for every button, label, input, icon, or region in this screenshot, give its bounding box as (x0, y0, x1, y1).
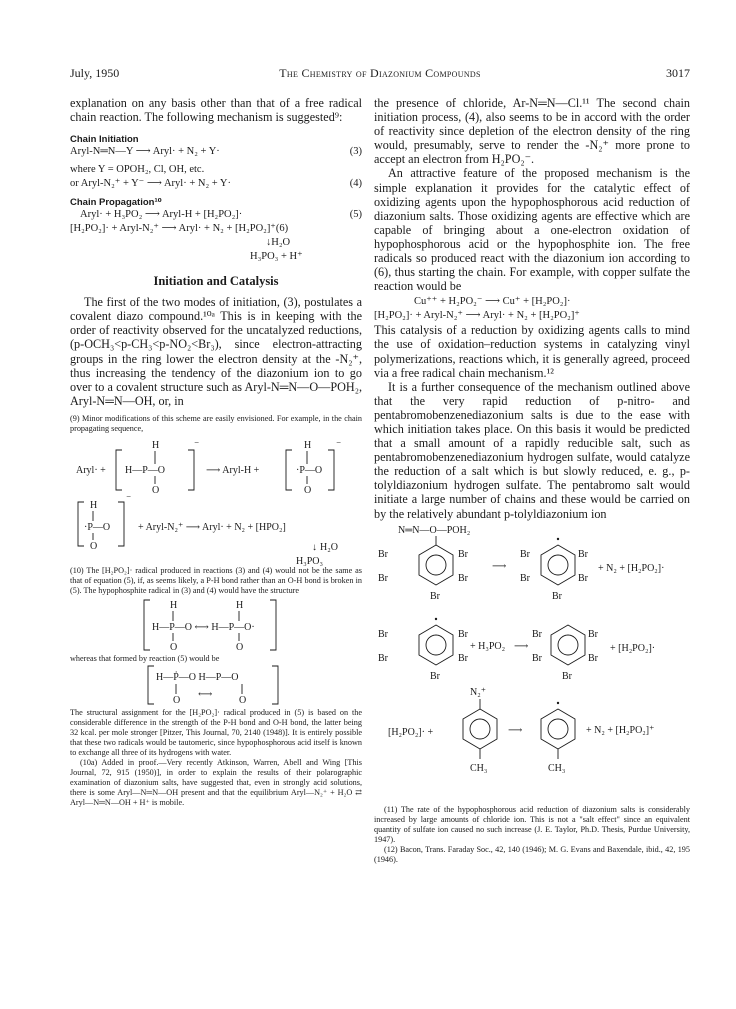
right-paragraph-1: the presence of chloride, Ar-N═N—Cl.¹¹ The second chain initiation process, (4), also seems to be in accord with the order of reactivity since depletion of the electron density of the ring would, presumably, serve to render the -N₂⁺ more prone to accept an electron from H₂PO₂⁻. (374, 96, 690, 167)
radical-dot-1 (557, 537, 559, 539)
equation-3-text: Aryl-N═N—Y ⟶ Aryl· + N₂ + Y· (70, 146, 220, 158)
copper-equation-1: Cu⁺⁺ + H₂PO₂⁻ ⟶ Cu⁺ + [H₂PO₂]· (414, 296, 571, 308)
header-date: July, 1950 (70, 66, 120, 80)
benzene-ring-2 (541, 545, 575, 585)
footnote-10-continued: The structural assignment for the [H₂PO₂]· radical produced in (5) is based on the considerable difference in the strength of the P-H bond and O-H bond, the latter being 32 kcal. per mole stronger [Pitzer, This Journal, 70, 2140 (1948)]. It is entirely possible that these two radicals would be tautomeric, since hypophosphorous acid itself is known to exchange all three of its hydrogens with water. (70, 707, 362, 757)
left-column (70, 96, 362, 808)
r1-br-bottom: Br (430, 590, 440, 602)
scheme-h-1: H (152, 439, 160, 451)
scheme-water-arrow: ↓ (312, 541, 317, 553)
initiation-paragraph: The first of the two modes of initiation, (3), postulates a covalent diazo compound.¹⁰ᵃ This is in keeping with the order of reactivity observed for the uncatalyzed reductions, (p-OCH₃<p-CH₃<p-NO₂<Br₃), since electron-attracting groups in the ring lower the electron density at the -N₂⁺, thus increasing the tendency of the diazonium ion to go over to a covalent structure such as Aryl-N═N—O—POH₂, Aryl-N═N—OH, or, in (70, 295, 362, 408)
r2p-br-bottom: Br (562, 670, 572, 682)
chain-propagation-heading: Chain Propagation¹⁰ (70, 197, 162, 209)
equation-6: [H₂PO₂]· + Aryl-N₂⁺ ⟶ Aryl· + N₂ + [H₂PO₂]⁺(6) (70, 223, 289, 235)
r2-br-br: Br (458, 652, 468, 664)
footnote-10: (10) The [H₂PO₂]· radical produced in reactions (3) and (4) would not be the same as that of equation (5), if, as seems likely, a P-H bond rather than an O-H bond is broken in (5). The hypophosphite radical in (3) and (4) would have the structure (70, 565, 362, 595)
equation-6-product: H₃PO₃ + H⁺ (250, 251, 303, 263)
scheme-dotpo-1: ·P—O (296, 464, 323, 476)
scheme-minus-1: ⁻ (194, 439, 200, 451)
header-page-number: 3017 (666, 66, 690, 80)
r2p-br-bl: Br (532, 652, 542, 664)
res2-o-1: O (173, 694, 181, 706)
res2-structure: H—Ṗ—O H—P—O (156, 671, 239, 683)
benzene-ring-1 (419, 545, 453, 585)
res-structure-1: H—P—O ⟷ H—P—O· (152, 621, 255, 633)
benzene-ring-5 (463, 709, 497, 749)
r1-br-bl: Br (378, 572, 388, 584)
aromatic-circle-5 (470, 719, 490, 739)
r2-br-bl: Br (378, 652, 388, 664)
r2p-br-tl: Br (532, 628, 542, 640)
scheme-hpo-1: H—P—O (125, 464, 166, 476)
equation-5-text: Aryl· + H₃PO₂ ⟶ Aryl-H + [H₂PO₂]· (80, 209, 243, 221)
scheme-aryl: Aryl· + (76, 464, 106, 476)
equation-4-text: or Aryl-N₂⁺ + Y⁻ ⟶ Aryl· + N₂ + Y· (70, 178, 231, 190)
aromatic-circle-1 (426, 555, 446, 575)
r2-br-bottom: Br (430, 670, 440, 682)
r1p-br-tr: Br (578, 548, 588, 560)
bracket-right-3 (118, 502, 124, 546)
right-paragraph-3: This catalysis of a reduction by oxidizing agents calls to mind the use of oxidation–reduction systems in catalyzing vinyl polymerizations, reactions which, it is generally agreed, proceed via a free radical chain mechanism.¹² (374, 323, 690, 380)
scheme-o-3: O (90, 540, 98, 552)
propagation-scheme-diagram (70, 436, 362, 566)
aromatic-circle-6 (548, 719, 568, 739)
r2p-br-tr: Br (588, 628, 598, 640)
scheme-o-1: O (152, 484, 160, 496)
radical-dot-3 (557, 701, 559, 703)
equation-5 (70, 208, 362, 222)
scheme-h3po3: H₃PO₃ (296, 555, 323, 566)
scheme-arrow-product: ⟶ Aryl-H + (206, 464, 260, 476)
r1p-br-tl: Br (520, 548, 530, 560)
r1-arrow: ⟶ (492, 560, 507, 572)
radical-dot-2 (435, 617, 437, 619)
bracket-right-2 (328, 450, 334, 490)
r2-br-tl: Br (378, 628, 388, 640)
scheme-h-3: H (90, 499, 98, 511)
scheme-dotpo-2: ·P—O (84, 521, 111, 533)
scheme-row2: + Aryl-N₂⁺ ⟶ Aryl· + N₂ + [HPO₂] (138, 521, 286, 533)
right-paragraph-2: An attractive feature of the proposed mechanism is the simple explanation it provides for the catalytic effect of oxidizing agents upon the hypophosphorous acid reduction of diazonium salts. Those oxidizing agents are effective which are capable of bringing about a one-electron oxidation of hypophosphorous acid or the hypophosphite ion. The free radicals so produced react with the diazonium ion according to (6), thus starting the chain. For example, with copper sulfate the reaction would be (374, 166, 690, 294)
r2-br-tr: Br (458, 628, 468, 640)
bracket-left-4 (144, 600, 150, 650)
bracket-right-4 (270, 600, 276, 650)
right-paragraph-4: It is a further consequence of the mechanism outlined above that the very rapid reduction of p-nitro- and pentabromobenzenediazonium salts is due to the ease with which initiation takes place. On this basis it would be predicted that a small amount of a rapidly reducible salt, such as pentabromobenzenediazonium hydrogen sulfate, would catalyze the reduction of a salt which is but slowly reduced, e. g., p-tolyldiazonium hydrogen sulfate. The pentabromo salt would initiate a large number of chains and these would be carried on by the relatively abundant p-tolyldiazonium ion (374, 379, 690, 521)
r2p-br-br: Br (588, 652, 598, 664)
bracket-left-2 (286, 450, 292, 490)
equation-4 (70, 177, 362, 191)
res-o-1: O (170, 641, 178, 653)
r1-products: + N₂ + [H₂PO₂]· (598, 562, 665, 574)
benzene-ring-6 (541, 709, 575, 749)
bracket-right-1 (188, 450, 194, 490)
r1-br-tr: Br (458, 548, 468, 560)
r3-reagent: [H₂PO₂]· + (388, 726, 434, 738)
section-heading-initiation: Initiation and Catalysis (153, 274, 279, 289)
header-title: The Chemistry of Diazonium Compounds (279, 66, 481, 80)
r1p-br-bottom: Br (552, 590, 562, 602)
footnote-9: (9) Minor modifications of this scheme are easily envisioned. For example, in the chain propagating sequence, (70, 413, 362, 433)
res2-o-2: O (239, 694, 247, 706)
r3-arrow: ⟶ (508, 724, 523, 736)
footnote-10a: (10a) Added in proof.—Very recently Atkinson, Warren, Abell and Wing [This Journal, 72, 915 (1950)], in order to explain the results of their polarographic examination of diazonium salts, have suggested that, even in strongly acid solutions, there is some Aryl—N═N—OH present and that the equilibrium Aryl—N₂⁺ + H₂O ⇄ Aryl—N═N—OH + H⁺ is mobile. (70, 757, 362, 807)
r3-products: + N₂ + [H₂PO₂]⁺ (586, 724, 655, 736)
bracket-right-5 (272, 666, 278, 704)
r2-arrow: ⟶ (514, 640, 529, 652)
right-column (374, 96, 690, 865)
r1p-br-bl: Br (520, 572, 530, 584)
r2-reagent: + H₃PO₂ (470, 640, 506, 652)
radical-structure-2 (70, 664, 362, 708)
r1-br-tl: Br (378, 548, 388, 560)
benzene-ring-3 (419, 625, 453, 665)
aromatic-scheme-diagram (374, 523, 690, 813)
benzene-ring-4 (551, 625, 585, 665)
equation-4-number: (4) (349, 178, 362, 190)
scheme-h2o: H₂O (320, 541, 338, 553)
bracket-left-5 (148, 666, 154, 704)
r3-ch3: CH₃ (470, 762, 488, 774)
r2-products: + [H₂PO₂]· (610, 642, 656, 654)
res2-double-arrow: ⟷ (198, 688, 213, 700)
radical-structure-1 (70, 596, 362, 654)
footnote-11: (11) The rate of the hypophosphorous acid reduction of diazonium salts is considerably increased by large amounts of chloride ion. This is not a "salt effect" since an equivalent quantity of sulfate ion caused no such increase (J. E. Taylor, Ph.D. Thesis, Purdue University, 1947). (374, 804, 690, 844)
scheme-minus-2: ⁻ (336, 439, 342, 451)
equation-6-water: ↓H₂O (266, 237, 291, 249)
equation-3-number: (3) (349, 146, 362, 158)
res-o-2: O (236, 641, 244, 653)
scheme-top-group: N═N—O—POH₂ (398, 524, 471, 536)
aromatic-circle-2 (548, 555, 568, 575)
copper-equation-2: [H₂PO₂]· + Aryl-N₂⁺ ⟶ Aryl· + N₂ + [H₂PO₂]⁺ (374, 310, 580, 322)
water-label: H₂O (271, 237, 291, 249)
res-h-1: H (170, 599, 178, 611)
aromatic-circle-3 (426, 635, 446, 655)
footnote-12: (12) Bacon, Trans. Faraday Soc., 42, 140 (1946); M. G. Evans and Baxendale, ibid., 42, 195 (1946). (374, 844, 690, 864)
r1p-br-br: Br (578, 572, 588, 584)
r3p-ch3: CH₃ (548, 762, 566, 774)
aromatic-circle-4 (558, 635, 578, 655)
res-h-2: H (236, 599, 244, 611)
where-line: where Y = OPOH₂, Cl, OH, etc. (70, 164, 205, 176)
chain-initiation-heading: Chain Initiation (70, 134, 139, 146)
intro-paragraph: explanation on any basis other than that of a free radical chain reaction. The following mechanism is suggested⁹: (70, 96, 362, 125)
scheme-minus-3: ⁻ (126, 493, 132, 505)
scheme-o-2: O (304, 484, 312, 496)
equation-3 (70, 145, 362, 159)
scheme-h-2: H (304, 439, 312, 451)
equation-5-number: (5) (349, 209, 362, 221)
r1-br-br: Br (458, 572, 468, 584)
bracket-left-1 (116, 450, 122, 490)
footnote-10-whereas: whereas that formed by reaction (5) would be (70, 653, 220, 663)
r3-n2plus: N₂⁺ (470, 686, 486, 698)
